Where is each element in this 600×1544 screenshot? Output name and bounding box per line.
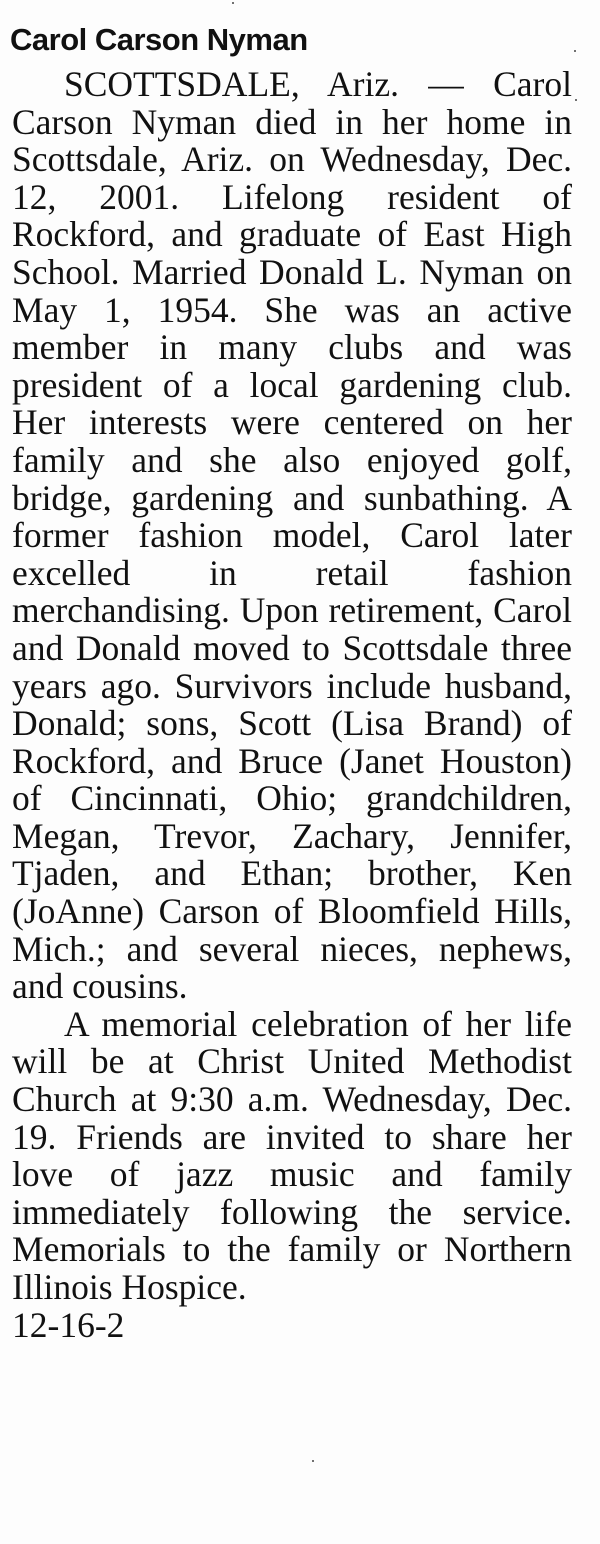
- print-speck: [232, 2, 234, 4]
- print-speck: [575, 99, 577, 101]
- obituary-publication-code: 12-16-2: [12, 1304, 125, 1345]
- obituary-body: [12, 66, 572, 1344]
- obituary-name-heading: Carol Carson Nyman: [10, 22, 308, 57]
- obituary-paragraph-2: A memorial celebration of her life will be at Christ United Methodist Church at 9:30 a.m. Wednesday, Dec. 19. Friends are invited to share her love of jazz music and family immediately following the service. Memorials to the family or Northern Illinois Hospice.: [12, 1003, 572, 1307]
- print-speck: [312, 1460, 314, 1462]
- obituary-paragraph-1: SCOTTSDALE, Ariz. — Carol Carson Nyman died in her home in Scottsdale, Ariz. on Wednesday, Dec. 12, 2001. Lifelong resident of Rockford, and graduate of East High School. Married Donald L. Nyman on May 1, 1954. She was an active member in many clubs and was president of a local gardening club. Her interests were centered on her family and she also enjoyed golf, bridge, gardening and sunbathing. A former fashion model, Carol later excelled in retail fashion merchandising. Upon retirement, Carol and Donald moved to Scottsdale three years ago. Survivors include husband, Donald; sons, Scott (Lisa Brand) of Rockford, and Bruce (Janet Houston) of Cincinnati, Ohio; grandchildren, Megan, Trevor, Zachary, Jennifer, Tjaden, and Ethan; brother, Ken (JoAnne) Carson of Bloomfield Hills, Mich.; and several nieces, nephews, and cousins.: [12, 64, 572, 1007]
- print-speck: [574, 50, 576, 52]
